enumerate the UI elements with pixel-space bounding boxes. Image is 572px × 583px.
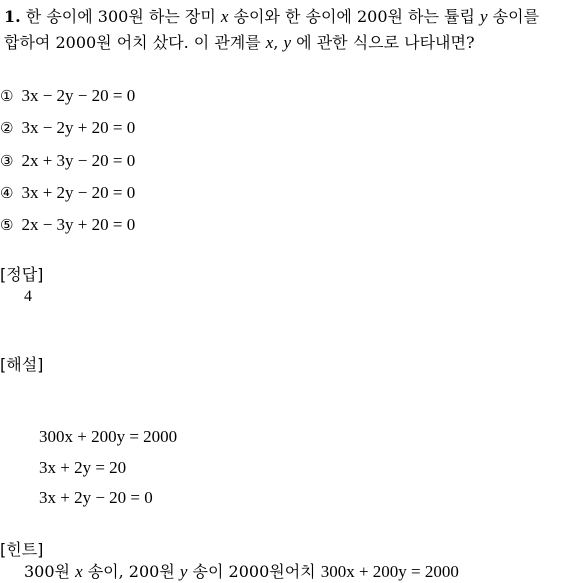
question-text-1a: 한 송이에 300원 하는 장미 — [25, 7, 221, 26]
choice-expr: 3x + 2y − 20 = 0 — [21, 183, 136, 202]
choice-expr: 3x − 2y − 20 = 0 — [21, 86, 136, 105]
question-text-2c: 에 관한 식으로 나타내면? — [291, 33, 475, 52]
var-y-2: y — [283, 33, 292, 52]
choice-expr: 3x − 2y + 20 = 0 — [21, 118, 136, 137]
answer-value: 4 — [24, 288, 32, 305]
question-text-1c: 송이를 — [487, 7, 540, 26]
choice-4[interactable] — [0, 183, 135, 203]
explanation-step-2: 3x + 2y = 20 — [39, 458, 127, 477]
hint-label: [힌트] — [0, 540, 44, 559]
choice-marker: ② — [0, 119, 14, 137]
choice-2[interactable] — [0, 118, 135, 138]
hint-var-x: x — [75, 562, 83, 581]
hint-text-c: 송이 2000원어치 — [187, 562, 321, 581]
question-text-2a: 합하여 2000원 어치 샀다. 이 관계를 — [4, 33, 266, 52]
answer-label: [정답] — [0, 265, 44, 284]
choice-marker: ③ — [0, 152, 14, 170]
hint-text-a: 300원 — [24, 562, 76, 581]
var-x-2: x — [265, 33, 274, 52]
choice-marker: ④ — [0, 184, 14, 202]
choice-marker: ⑤ — [0, 216, 14, 234]
choice-5[interactable] — [0, 215, 135, 235]
explanation-label: [해설] — [0, 355, 44, 374]
explanation-step-3: 3x + 2y − 20 = 0 — [39, 488, 153, 507]
hint-equation: 300x + 200y = 2000 — [320, 562, 459, 581]
explanation-step-1: 300x + 200y = 2000 — [39, 427, 178, 446]
choice-expr: 2x + 3y − 20 = 0 — [21, 151, 136, 170]
hint-text-b: 송이, 200원 — [82, 562, 180, 581]
question-text-2b: , — [273, 33, 284, 52]
choice-expr: 2x − 3y + 20 = 0 — [21, 215, 136, 234]
choice-1[interactable] — [0, 86, 135, 106]
question-line-2 — [4, 32, 475, 54]
var-y: y — [480, 7, 488, 26]
choice-3[interactable] — [0, 151, 135, 171]
var-x: x — [220, 7, 229, 26]
question-text-1b: 송이와 한 송이에 200원 하는 튤립 — [228, 7, 481, 26]
choice-marker: ① — [0, 87, 14, 105]
hint-var-y: y — [179, 562, 188, 581]
question-line-1 — [4, 6, 539, 28]
question-number: 1. — [4, 7, 21, 26]
